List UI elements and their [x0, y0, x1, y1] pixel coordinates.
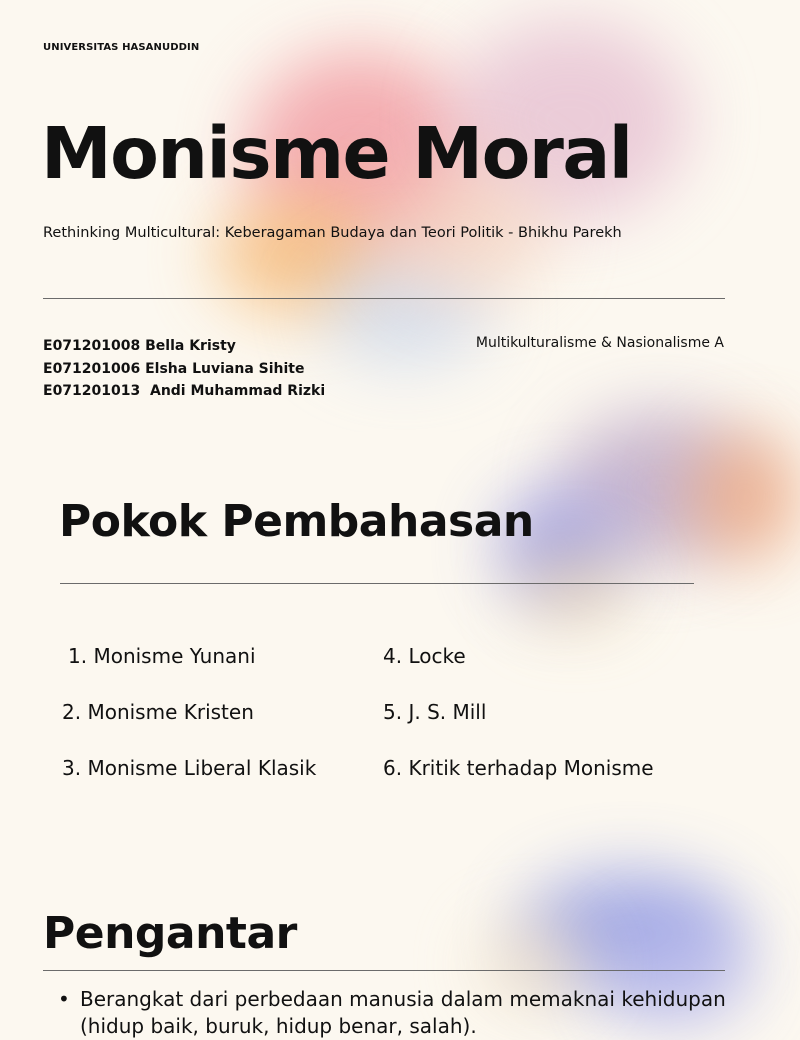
member-item: E071201013 Andi Muhammad Rizki: [43, 383, 326, 399]
topic-item: [68, 644, 256, 668]
topic-item: [62, 700, 254, 724]
topics-slide: [0, 432, 768, 864]
topic-item: [383, 644, 466, 668]
divider: [43, 970, 725, 971]
topic-label: J. S. Mill: [408, 700, 487, 724]
cover-slide: [0, 0, 768, 432]
divider: [60, 583, 694, 584]
intro-slide: [0, 864, 768, 1038]
member-item: E071201006 Elsha Luviana Sihite: [43, 360, 305, 377]
topic-label: Monisme Kristen: [87, 700, 254, 724]
bullet-line: (hidup baik, buruk, hidup benar, salah).: [80, 1014, 477, 1038]
bullet-text: [80, 986, 726, 1040]
bullet-line: Berangkat dari perbedaan manusia dalam memaknai kehidupan: [80, 987, 726, 1011]
topic-label: Monisme Liberal Klasik: [87, 756, 317, 780]
subtitle: Rethinking Multicultural: Keberagaman Budaya dan Teori Politik - Bhikhu Parekh: [43, 225, 622, 241]
section-heading: Pengantar: [43, 908, 297, 959]
gradient-blob-orange: [690, 432, 800, 562]
topic-item: [62, 756, 316, 780]
topic-item: [383, 756, 654, 780]
topic-number: 5.: [383, 700, 403, 724]
course-name: Multikulturalisme & Nasionalisme A: [475, 335, 724, 351]
topic-number: 4.: [383, 644, 403, 668]
divider: [43, 298, 725, 299]
topic-label: Kritik terhadap Monisme: [408, 756, 654, 780]
member-list: [43, 335, 325, 403]
topic-label: Monisme Yunani: [93, 644, 256, 668]
bullet-dot-icon: •: [58, 987, 70, 1011]
topic-label: Locke: [408, 644, 466, 668]
university-name: UNIVERSITAS HASANUDDIN: [43, 42, 200, 53]
topic-number: 6.: [383, 756, 403, 780]
member-item: E071201008 Bella Kristy: [43, 338, 236, 354]
gradient-blob-cream: [520, 552, 630, 622]
topic-number: 2.: [62, 700, 82, 724]
topic-number: 3.: [62, 756, 82, 780]
topic-item: [383, 700, 486, 724]
page-title: Monisme Moral: [41, 112, 632, 195]
topic-number: 1.: [68, 644, 88, 668]
section-heading: Pokok Pembahasan: [59, 496, 534, 547]
